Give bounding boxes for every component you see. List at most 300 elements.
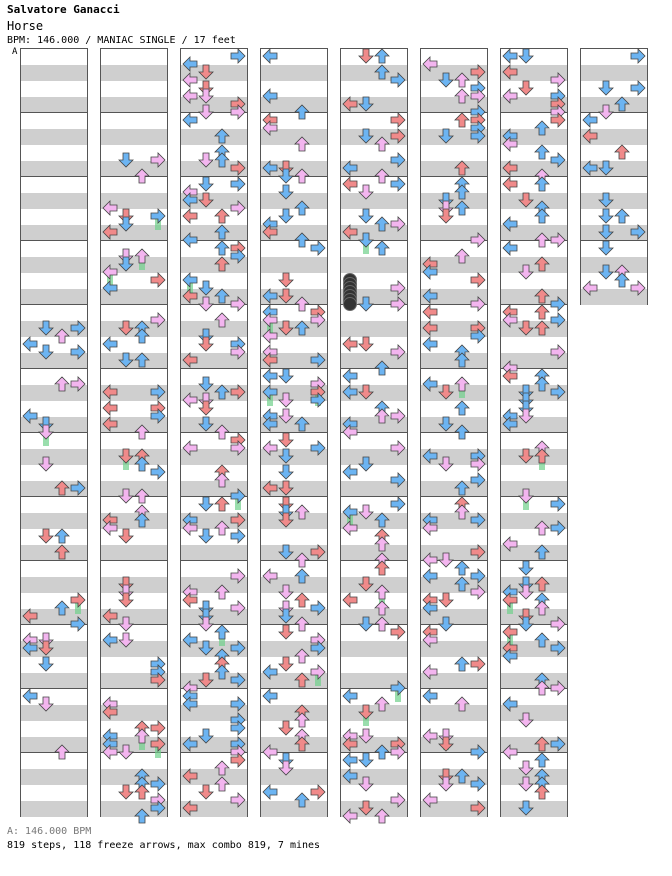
left-arrow-icon xyxy=(503,745,517,759)
left-arrow-icon xyxy=(343,337,357,351)
down-arrow-icon xyxy=(359,97,373,111)
left-arrow-icon xyxy=(183,633,197,647)
up-arrow-icon xyxy=(375,361,389,375)
left-arrow-icon xyxy=(263,745,277,759)
left-arrow-icon xyxy=(423,57,437,71)
left-arrow-icon xyxy=(103,281,117,295)
left-arrow-icon xyxy=(263,89,277,103)
up-arrow-icon xyxy=(135,785,149,799)
right-arrow-icon xyxy=(311,441,325,455)
left-arrow-icon xyxy=(583,161,597,175)
right-arrow-icon xyxy=(391,793,405,807)
left-arrow-icon xyxy=(263,289,277,303)
right-arrow-icon xyxy=(391,153,405,167)
up-arrow-icon xyxy=(535,321,549,335)
up-arrow-icon xyxy=(215,761,229,775)
up-arrow-icon xyxy=(535,753,549,767)
right-arrow-icon xyxy=(551,681,565,695)
down-arrow-icon xyxy=(439,553,453,567)
down-arrow-icon xyxy=(119,153,133,167)
down-arrow-icon xyxy=(39,425,53,439)
up-arrow-icon xyxy=(535,633,549,647)
up-arrow-icon xyxy=(295,297,309,311)
up-arrow-icon xyxy=(295,673,309,687)
up-arrow-icon xyxy=(295,593,309,607)
right-arrow-icon xyxy=(231,697,245,711)
left-arrow-icon xyxy=(503,89,517,103)
right-arrow-icon xyxy=(151,721,165,735)
left-arrow-icon xyxy=(183,273,197,287)
down-arrow-icon xyxy=(199,153,213,167)
up-arrow-icon xyxy=(535,545,549,559)
up-arrow-icon xyxy=(535,681,549,695)
left-arrow-icon xyxy=(503,161,517,175)
down-arrow-icon xyxy=(39,457,53,471)
right-arrow-icon xyxy=(71,593,85,607)
right-arrow-icon xyxy=(71,617,85,631)
right-arrow-icon xyxy=(551,737,565,751)
up-arrow-icon xyxy=(375,809,389,823)
right-arrow-icon xyxy=(551,617,565,631)
down-arrow-icon xyxy=(199,281,213,295)
down-arrow-icon xyxy=(119,321,133,335)
down-arrow-icon xyxy=(39,641,53,655)
left-arrow-icon xyxy=(343,753,357,767)
up-arrow-icon xyxy=(215,241,229,255)
left-arrow-icon xyxy=(263,369,277,383)
down-arrow-icon xyxy=(599,265,613,279)
up-arrow-icon xyxy=(375,49,389,63)
down-arrow-icon xyxy=(279,513,293,527)
left-arrow-icon xyxy=(103,609,117,623)
up-arrow-icon xyxy=(535,177,549,191)
down-arrow-icon xyxy=(279,657,293,671)
mine-icon xyxy=(344,298,357,311)
down-arrow-icon xyxy=(279,169,293,183)
down-arrow-icon xyxy=(279,625,293,639)
left-arrow-icon xyxy=(583,129,597,143)
down-arrow-icon xyxy=(359,753,373,767)
right-arrow-icon xyxy=(631,49,645,63)
up-arrow-icon xyxy=(215,225,229,239)
up-arrow-icon xyxy=(215,625,229,639)
up-arrow-icon xyxy=(295,169,309,183)
left-arrow-icon xyxy=(23,409,37,423)
right-arrow-icon xyxy=(231,673,245,687)
left-arrow-icon xyxy=(183,769,197,783)
up-arrow-icon xyxy=(615,145,629,159)
left-arrow-icon xyxy=(183,113,197,127)
up-arrow-icon xyxy=(455,201,469,215)
down-arrow-icon xyxy=(279,209,293,223)
right-arrow-icon xyxy=(231,529,245,543)
down-arrow-icon xyxy=(439,73,453,87)
down-arrow-icon xyxy=(279,585,293,599)
right-arrow-icon xyxy=(471,569,485,583)
up-arrow-icon xyxy=(455,577,469,591)
down-arrow-icon xyxy=(199,617,213,631)
left-arrow-icon xyxy=(183,353,197,367)
up-arrow-icon xyxy=(455,697,469,711)
up-arrow-icon xyxy=(375,513,389,527)
down-arrow-icon xyxy=(199,673,213,687)
note-layer xyxy=(100,48,168,818)
down-arrow-icon xyxy=(119,217,133,231)
left-arrow-icon xyxy=(423,321,437,335)
up-arrow-icon xyxy=(455,73,469,87)
left-arrow-icon xyxy=(183,441,197,455)
left-arrow-icon xyxy=(343,369,357,383)
right-arrow-icon xyxy=(551,233,565,247)
up-arrow-icon xyxy=(135,729,149,743)
left-arrow-icon xyxy=(423,569,437,583)
left-arrow-icon xyxy=(423,289,437,303)
right-arrow-icon xyxy=(471,801,485,815)
down-arrow-icon xyxy=(199,193,213,207)
left-arrow-icon xyxy=(263,481,277,495)
left-arrow-icon xyxy=(263,665,277,679)
left-arrow-icon xyxy=(343,769,357,783)
up-arrow-icon xyxy=(135,513,149,527)
down-arrow-icon xyxy=(199,297,213,311)
up-arrow-icon xyxy=(55,601,69,615)
left-arrow-icon xyxy=(183,73,197,87)
left-arrow-icon xyxy=(263,569,277,583)
up-arrow-icon xyxy=(535,521,549,535)
left-arrow-icon xyxy=(183,89,197,103)
up-arrow-icon xyxy=(615,97,629,111)
down-arrow-icon xyxy=(39,657,53,671)
right-arrow-icon xyxy=(471,545,485,559)
right-arrow-icon xyxy=(151,465,165,479)
right-arrow-icon xyxy=(471,233,485,247)
right-arrow-icon xyxy=(231,489,245,503)
up-arrow-icon xyxy=(535,233,549,247)
up-arrow-icon xyxy=(375,137,389,151)
left-arrow-icon xyxy=(503,697,517,711)
left-arrow-icon xyxy=(263,689,277,703)
right-arrow-icon xyxy=(151,273,165,287)
down-arrow-icon xyxy=(599,241,613,255)
up-arrow-icon xyxy=(535,785,549,799)
up-arrow-icon xyxy=(535,121,549,135)
up-arrow-icon xyxy=(455,425,469,439)
right-arrow-icon xyxy=(471,297,485,311)
right-arrow-icon xyxy=(551,385,565,399)
right-arrow-icon xyxy=(311,601,325,615)
down-arrow-icon xyxy=(199,337,213,351)
up-arrow-icon xyxy=(295,201,309,215)
song-artist: Salvatore Ganacci xyxy=(7,3,120,16)
right-arrow-icon xyxy=(151,153,165,167)
right-arrow-icon xyxy=(71,377,85,391)
down-arrow-icon xyxy=(359,705,373,719)
left-arrow-icon xyxy=(343,521,357,535)
right-arrow-icon xyxy=(391,681,405,695)
right-arrow-icon xyxy=(471,473,485,487)
up-arrow-icon xyxy=(55,377,69,391)
down-arrow-icon xyxy=(359,777,373,791)
right-arrow-icon xyxy=(151,737,165,751)
left-arrow-icon xyxy=(423,729,437,743)
left-arrow-icon xyxy=(423,305,437,319)
right-arrow-icon xyxy=(231,201,245,215)
left-arrow-icon xyxy=(183,801,197,815)
down-arrow-icon xyxy=(519,617,533,631)
right-arrow-icon xyxy=(231,161,245,175)
down-arrow-icon xyxy=(519,801,533,815)
up-arrow-icon xyxy=(295,553,309,567)
down-arrow-icon xyxy=(439,209,453,223)
right-arrow-icon xyxy=(551,297,565,311)
down-arrow-icon xyxy=(199,401,213,415)
down-arrow-icon xyxy=(519,585,533,599)
down-arrow-icon xyxy=(439,457,453,471)
up-arrow-icon xyxy=(375,697,389,711)
down-arrow-icon xyxy=(519,409,533,423)
down-arrow-icon xyxy=(199,177,213,191)
song-title: Horse xyxy=(7,19,44,33)
left-arrow-icon xyxy=(23,609,37,623)
up-arrow-icon xyxy=(135,353,149,367)
down-arrow-icon xyxy=(119,593,133,607)
right-arrow-icon xyxy=(551,153,565,167)
left-arrow-icon xyxy=(503,177,517,191)
up-arrow-icon xyxy=(455,185,469,199)
up-arrow-icon xyxy=(375,585,389,599)
up-arrow-icon xyxy=(455,113,469,127)
right-arrow-icon xyxy=(391,409,405,423)
down-arrow-icon xyxy=(199,529,213,543)
down-arrow-icon xyxy=(519,449,533,463)
up-arrow-icon xyxy=(535,305,549,319)
left-arrow-icon xyxy=(503,537,517,551)
down-arrow-icon xyxy=(439,777,453,791)
up-arrow-icon xyxy=(375,65,389,79)
up-arrow-icon xyxy=(295,417,309,431)
up-arrow-icon xyxy=(135,249,149,263)
left-arrow-icon xyxy=(183,209,197,223)
down-arrow-icon xyxy=(279,393,293,407)
right-arrow-icon xyxy=(551,73,565,87)
left-arrow-icon xyxy=(263,385,277,399)
down-arrow-icon xyxy=(119,617,133,631)
up-arrow-icon xyxy=(295,569,309,583)
down-arrow-icon xyxy=(279,369,293,383)
up-arrow-icon xyxy=(215,777,229,791)
down-arrow-icon xyxy=(439,617,453,631)
up-arrow-icon xyxy=(295,713,309,727)
up-arrow-icon xyxy=(375,217,389,231)
down-arrow-icon xyxy=(359,577,373,591)
down-arrow-icon xyxy=(519,81,533,95)
up-arrow-icon xyxy=(455,561,469,575)
left-arrow-icon xyxy=(183,737,197,751)
up-arrow-icon xyxy=(375,617,389,631)
down-arrow-icon xyxy=(199,641,213,655)
right-arrow-icon xyxy=(471,65,485,79)
down-arrow-icon xyxy=(279,481,293,495)
up-arrow-icon xyxy=(535,737,549,751)
left-arrow-icon xyxy=(103,385,117,399)
up-arrow-icon xyxy=(535,257,549,271)
down-arrow-icon xyxy=(199,497,213,511)
left-arrow-icon xyxy=(103,225,117,239)
right-arrow-icon xyxy=(471,745,485,759)
up-arrow-icon xyxy=(295,793,309,807)
up-arrow-icon xyxy=(455,401,469,415)
down-arrow-icon xyxy=(359,385,373,399)
note-layer xyxy=(260,48,328,818)
right-arrow-icon xyxy=(231,49,245,63)
up-arrow-icon xyxy=(135,457,149,471)
down-arrow-icon xyxy=(519,561,533,575)
right-arrow-icon xyxy=(391,625,405,639)
left-arrow-icon xyxy=(423,689,437,703)
right-arrow-icon xyxy=(151,209,165,223)
chart-info: BPM: 146.000 / MANIAC SINGLE / 17 feet xyxy=(7,35,236,46)
up-arrow-icon xyxy=(455,377,469,391)
down-arrow-icon xyxy=(359,457,373,471)
up-arrow-icon xyxy=(215,313,229,327)
right-arrow-icon xyxy=(71,345,85,359)
up-arrow-icon xyxy=(535,577,549,591)
up-arrow-icon xyxy=(455,353,469,367)
left-arrow-icon xyxy=(263,329,277,343)
up-arrow-icon xyxy=(215,521,229,535)
up-arrow-icon xyxy=(455,769,469,783)
up-arrow-icon xyxy=(215,425,229,439)
down-arrow-icon xyxy=(519,713,533,727)
right-arrow-icon xyxy=(631,225,645,239)
down-arrow-icon xyxy=(39,697,53,711)
note-layer xyxy=(20,48,88,818)
left-arrow-icon xyxy=(503,49,517,63)
down-arrow-icon xyxy=(279,761,293,775)
left-arrow-icon xyxy=(343,689,357,703)
left-arrow-icon xyxy=(263,441,277,455)
down-arrow-icon xyxy=(199,785,213,799)
up-arrow-icon xyxy=(215,289,229,303)
left-arrow-icon xyxy=(343,97,357,111)
up-arrow-icon xyxy=(135,329,149,343)
down-arrow-icon xyxy=(199,417,213,431)
down-arrow-icon xyxy=(279,721,293,735)
down-arrow-icon xyxy=(359,185,373,199)
up-arrow-icon xyxy=(295,233,309,247)
left-arrow-icon xyxy=(583,113,597,127)
up-arrow-icon xyxy=(455,249,469,263)
right-arrow-icon xyxy=(551,313,565,327)
right-arrow-icon xyxy=(71,481,85,495)
left-arrow-icon xyxy=(423,553,437,567)
down-arrow-icon xyxy=(439,593,453,607)
up-arrow-icon xyxy=(375,409,389,423)
down-arrow-icon xyxy=(599,225,613,239)
left-arrow-icon xyxy=(503,241,517,255)
left-arrow-icon xyxy=(183,393,197,407)
left-arrow-icon xyxy=(343,809,357,823)
right-arrow-icon xyxy=(391,129,405,143)
left-arrow-icon xyxy=(103,265,117,279)
right-arrow-icon xyxy=(551,497,565,511)
up-arrow-icon xyxy=(135,169,149,183)
note-layer xyxy=(340,48,408,818)
down-arrow-icon xyxy=(359,617,373,631)
left-arrow-icon xyxy=(343,593,357,607)
right-arrow-icon xyxy=(311,785,325,799)
up-arrow-icon xyxy=(375,241,389,255)
up-arrow-icon xyxy=(55,745,69,759)
down-arrow-icon xyxy=(519,777,533,791)
down-arrow-icon xyxy=(199,377,213,391)
up-arrow-icon xyxy=(455,657,469,671)
left-arrow-icon xyxy=(103,401,117,415)
up-arrow-icon xyxy=(535,145,549,159)
left-arrow-icon xyxy=(343,225,357,239)
right-arrow-icon xyxy=(471,513,485,527)
left-arrow-icon xyxy=(263,161,277,175)
up-arrow-icon xyxy=(215,473,229,487)
right-arrow-icon xyxy=(391,497,405,511)
down-arrow-icon xyxy=(599,81,613,95)
down-arrow-icon xyxy=(119,353,133,367)
left-arrow-icon xyxy=(423,665,437,679)
down-arrow-icon xyxy=(359,49,373,63)
up-arrow-icon xyxy=(215,665,229,679)
right-arrow-icon xyxy=(231,297,245,311)
up-arrow-icon xyxy=(55,545,69,559)
down-arrow-icon xyxy=(39,529,53,543)
left-arrow-icon xyxy=(343,385,357,399)
up-arrow-icon xyxy=(295,737,309,751)
down-arrow-icon xyxy=(279,465,293,479)
right-arrow-icon xyxy=(471,777,485,791)
down-arrow-icon xyxy=(199,89,213,103)
down-arrow-icon xyxy=(279,433,293,447)
down-arrow-icon xyxy=(359,801,373,815)
right-arrow-icon xyxy=(151,777,165,791)
left-arrow-icon xyxy=(103,337,117,351)
chart-stats: 819 steps, 118 freeze arrows, max combo 819, 7 mines xyxy=(7,840,321,851)
down-arrow-icon xyxy=(599,161,613,175)
down-arrow-icon xyxy=(279,273,293,287)
down-arrow-icon xyxy=(119,257,133,271)
up-arrow-icon xyxy=(375,745,389,759)
up-arrow-icon xyxy=(295,617,309,631)
left-arrow-icon xyxy=(103,417,117,431)
up-arrow-icon xyxy=(55,481,69,495)
right-arrow-icon xyxy=(231,569,245,583)
up-arrow-icon xyxy=(535,449,549,463)
right-arrow-icon xyxy=(311,241,325,255)
up-arrow-icon xyxy=(55,329,69,343)
right-arrow-icon xyxy=(311,665,325,679)
left-arrow-icon xyxy=(423,793,437,807)
section-marker: A xyxy=(12,47,18,57)
up-arrow-icon xyxy=(215,385,229,399)
right-arrow-icon xyxy=(311,545,325,559)
right-arrow-icon xyxy=(391,217,405,231)
right-arrow-icon xyxy=(391,73,405,87)
right-arrow-icon xyxy=(391,177,405,191)
left-arrow-icon xyxy=(263,785,277,799)
left-arrow-icon xyxy=(103,201,117,215)
right-arrow-icon xyxy=(231,793,245,807)
down-arrow-icon xyxy=(119,449,133,463)
up-arrow-icon xyxy=(215,257,229,271)
down-arrow-icon xyxy=(599,193,613,207)
